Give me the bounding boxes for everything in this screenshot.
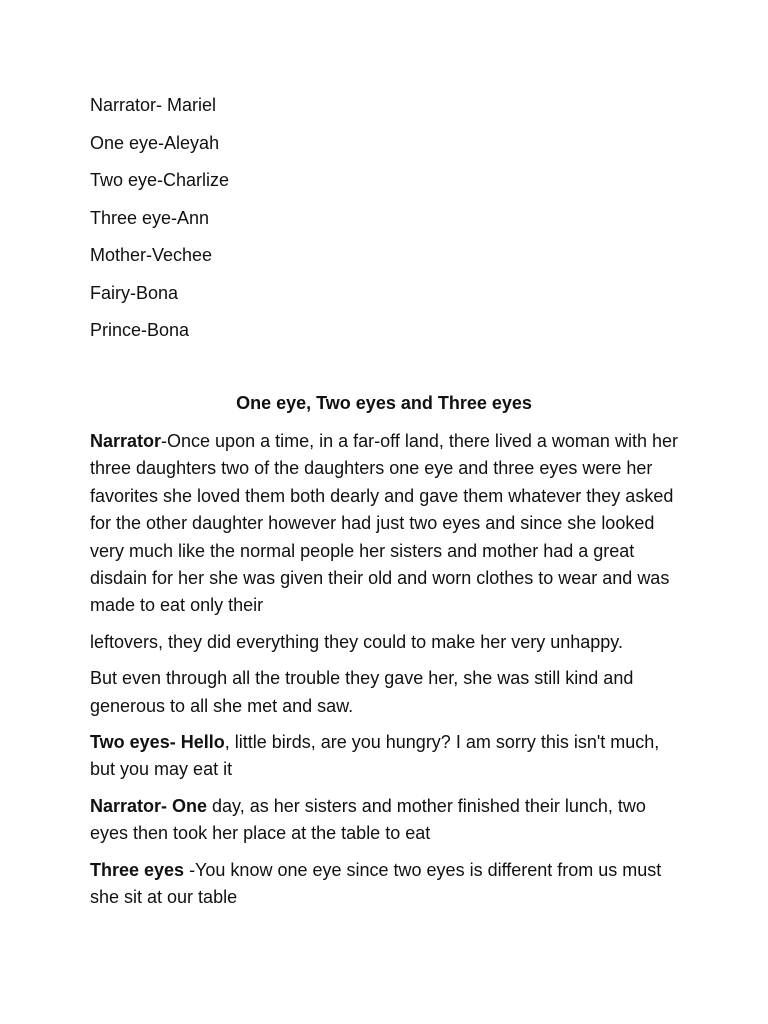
script-paragraph <box>90 729 678 784</box>
script-paragraph <box>90 428 678 620</box>
script-paragraph <box>90 665 678 720</box>
cast-entry: Two eye-Charlize <box>90 170 230 190</box>
paragraph-text: , little birds, are you hungry? I am sorry this isn't much, but you may eat it <box>90 732 660 780</box>
script-paragraph <box>90 629 678 656</box>
paragraph-text: day, as her sisters and mother finished their lunch, two eyes then took her place at the table to eat <box>90 795 646 844</box>
script-paragraph <box>90 793 678 848</box>
script-paragraph <box>90 857 678 912</box>
speaker-label: Three eyes <box>90 859 185 880</box>
story-title: One eye, Two eyes and Three eyes <box>236 393 532 413</box>
speaker-label: Narrator <box>90 431 162 451</box>
cast-entry: Narrator- Mariel <box>90 95 217 115</box>
cast-entry: Fairy-Bona <box>90 282 179 303</box>
paragraph-text: -Once upon a time, in a far-off land, there lived a woman with her three daughters two of the daughters one eye and three eyes were her favorites she loved them both dearly and gave them whatever they asked for the other daughter however had just two eyes and since she looked very much like the normal people her sisters and mother had a great disdain for her she was given their old and worn clothes to wear and was made to eat only their <box>90 431 678 616</box>
cast-entry: Prince-Bona <box>90 320 190 340</box>
paragraph-text: But even through all the trouble they gave her, she was still kind and generous to all she met and saw. <box>90 668 634 716</box>
paragraph-text: -You know one eye since two eyes is different from us must she sit at our table <box>90 859 662 908</box>
speaker-label: Two eyes- Hello <box>90 732 225 753</box>
cast-list <box>90 93 678 342</box>
speaker-label: Narrator- One <box>90 795 208 816</box>
cast-entry: Mother-Vechee <box>90 245 213 265</box>
paragraph-text: leftovers, they did everything they could to make her very unhappy. <box>90 631 623 652</box>
cast-entry: One eye-Aleyah <box>90 132 220 153</box>
cast-entry: Three eye-Ann <box>90 207 210 228</box>
